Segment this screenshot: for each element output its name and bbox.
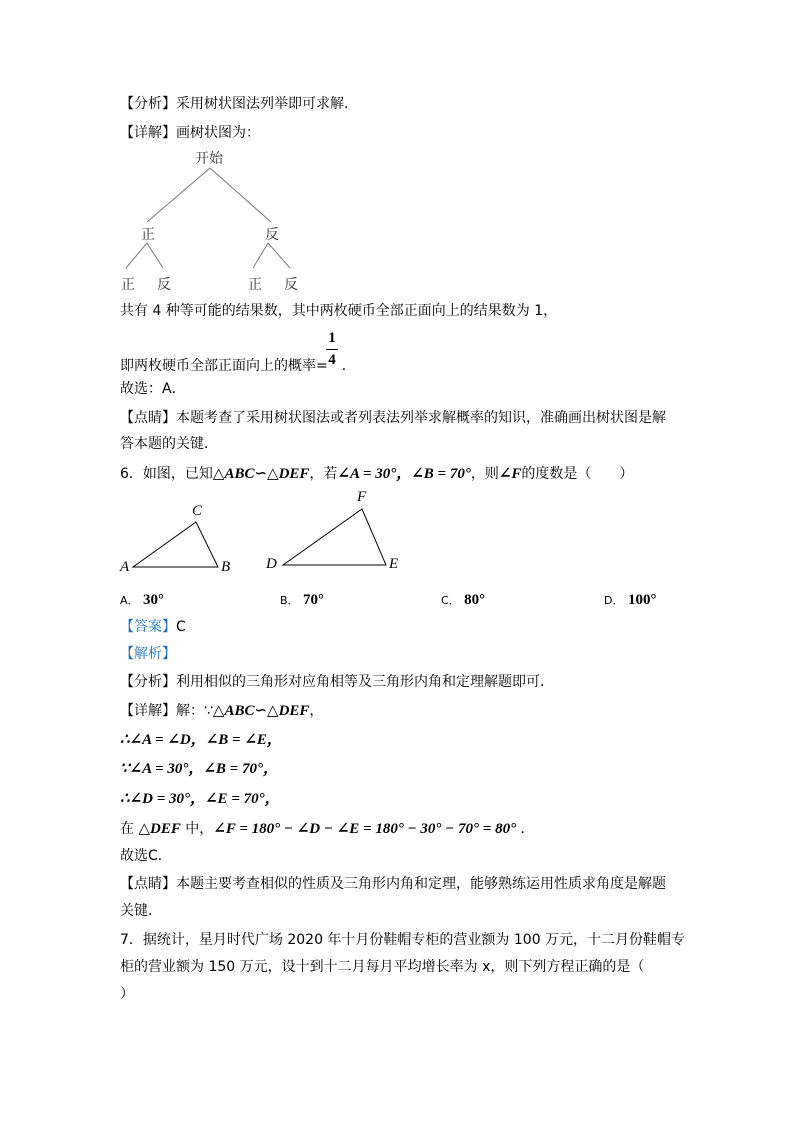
tree-leaf: 反: [157, 277, 171, 293]
tree-node: 正: [141, 227, 155, 243]
q6-step1: ∴∠A = ∠D，∠B = ∠E，: [120, 732, 282, 748]
numerator: 1: [328, 330, 336, 346]
option-key: D．: [604, 594, 624, 607]
text: ，: [309, 703, 324, 719]
option-a: [120, 591, 164, 610]
math: △ABC∽△DEF: [212, 466, 310, 482]
text: 在: [120, 821, 134, 837]
math: △ABC∽△DEF: [212, 703, 310, 719]
triangle-abc: [133, 522, 218, 567]
answer-tag: 【答案】: [120, 619, 176, 635]
tree-leaf: 反: [284, 277, 298, 293]
text: 6．如图，已知: [120, 466, 213, 482]
q6-answer: [120, 618, 186, 636]
q7-stem-1: 7．据统计，星月时代广场 2020 年十月份鞋帽专柜的营业额为 100 万元，十二月份鞋帽专: [120, 932, 686, 948]
vertex-label: B: [221, 559, 231, 575]
vertex-label: C: [192, 503, 203, 519]
q6-step4: [120, 820, 535, 838]
q6-analysis: 【分析】利用相似的三角形对应角相等及三角形内角和定理解题即可．: [120, 674, 554, 690]
text: 的度数是（ ）: [521, 466, 634, 482]
vertex-label: F: [357, 489, 367, 505]
q6-choose: 故选C．: [120, 848, 172, 864]
option-c: [441, 591, 485, 610]
tree-diagram-lines: [126, 168, 290, 268]
option-value: 30°: [142, 592, 164, 608]
option-key: B．: [280, 594, 299, 607]
fraction: [326, 330, 338, 369]
triangle-def: [283, 509, 386, 565]
math: ∠F: [498, 466, 522, 482]
tree-root: 开始: [195, 151, 223, 167]
tree-node: 反: [265, 227, 279, 243]
vertex-label: D: [266, 556, 277, 572]
q5-count: 共有 4 种等可能的结果数，其中两枚硬币全部正面向上的结果数为 1，: [120, 303, 558, 319]
math: ∠A = 30°，∠B = 70°: [337, 466, 471, 482]
option-value: 100°: [627, 592, 657, 608]
q7-stem-3: ）: [120, 986, 134, 1002]
math: △DEF: [138, 821, 181, 837]
q5-probability: [120, 357, 356, 375]
q6-detail: [120, 702, 323, 720]
text: 【详解】解：∵: [120, 703, 213, 719]
q5-detail: 【详解】画树状图为：: [120, 125, 260, 141]
tree-leaf: 正: [248, 277, 262, 293]
denominator: 4: [328, 352, 336, 368]
prob-suffix: ．: [341, 358, 356, 374]
answer-value: C: [176, 619, 186, 635]
q6-comment: 【点睛】本题主要考查相似的性质及三角形内角和定理，能够熟练运用性质求角度是解题: [120, 876, 666, 892]
q6-comment-cont: 关键．: [120, 903, 162, 919]
prob-text: 即两枚硬币全部正面向上的概率=: [120, 358, 328, 374]
q5-comment: 【点睛】本题考查了采用树状图法或者列表法列举求解概率的知识，准确画出树状图是解: [120, 410, 666, 426]
q6-step3: ∴∠D = 30°，∠E = 70°，: [120, 791, 280, 807]
vertex-label: A: [120, 559, 130, 575]
option-value: 70°: [303, 592, 324, 608]
tree-leaf: 正: [121, 277, 135, 293]
option-key: C．: [441, 594, 460, 607]
q5-comment-cont: 答本题的关键．: [120, 436, 218, 452]
text: ．: [520, 821, 535, 837]
q7-stem-2: 柜的营业额为 150 万元，设十到十二月每月平均增长率为 x，则下列方程正确的是（: [120, 959, 645, 975]
option-b: [280, 591, 324, 610]
text: ，则: [470, 466, 499, 482]
vertex-label: E: [389, 556, 399, 572]
math: ∠F = 180° − ∠D − ∠E = 180° − 30° − 70° = 80°: [213, 821, 517, 837]
text: 中，: [185, 821, 214, 837]
q5-analysis: 【分析】采用树状图法列举即可求解．: [120, 96, 358, 112]
q5-choose: 故选：A．: [120, 381, 186, 397]
option-d: [604, 591, 656, 610]
option-value: 80°: [464, 592, 486, 608]
q6-jiexi: 【解析】: [120, 646, 176, 662]
option-key: A．: [120, 594, 139, 607]
text: ，若: [309, 466, 338, 482]
q6-step2: ∵∠A = 30°，∠B = 70°，: [120, 761, 278, 777]
q6-stem: [120, 465, 633, 483]
